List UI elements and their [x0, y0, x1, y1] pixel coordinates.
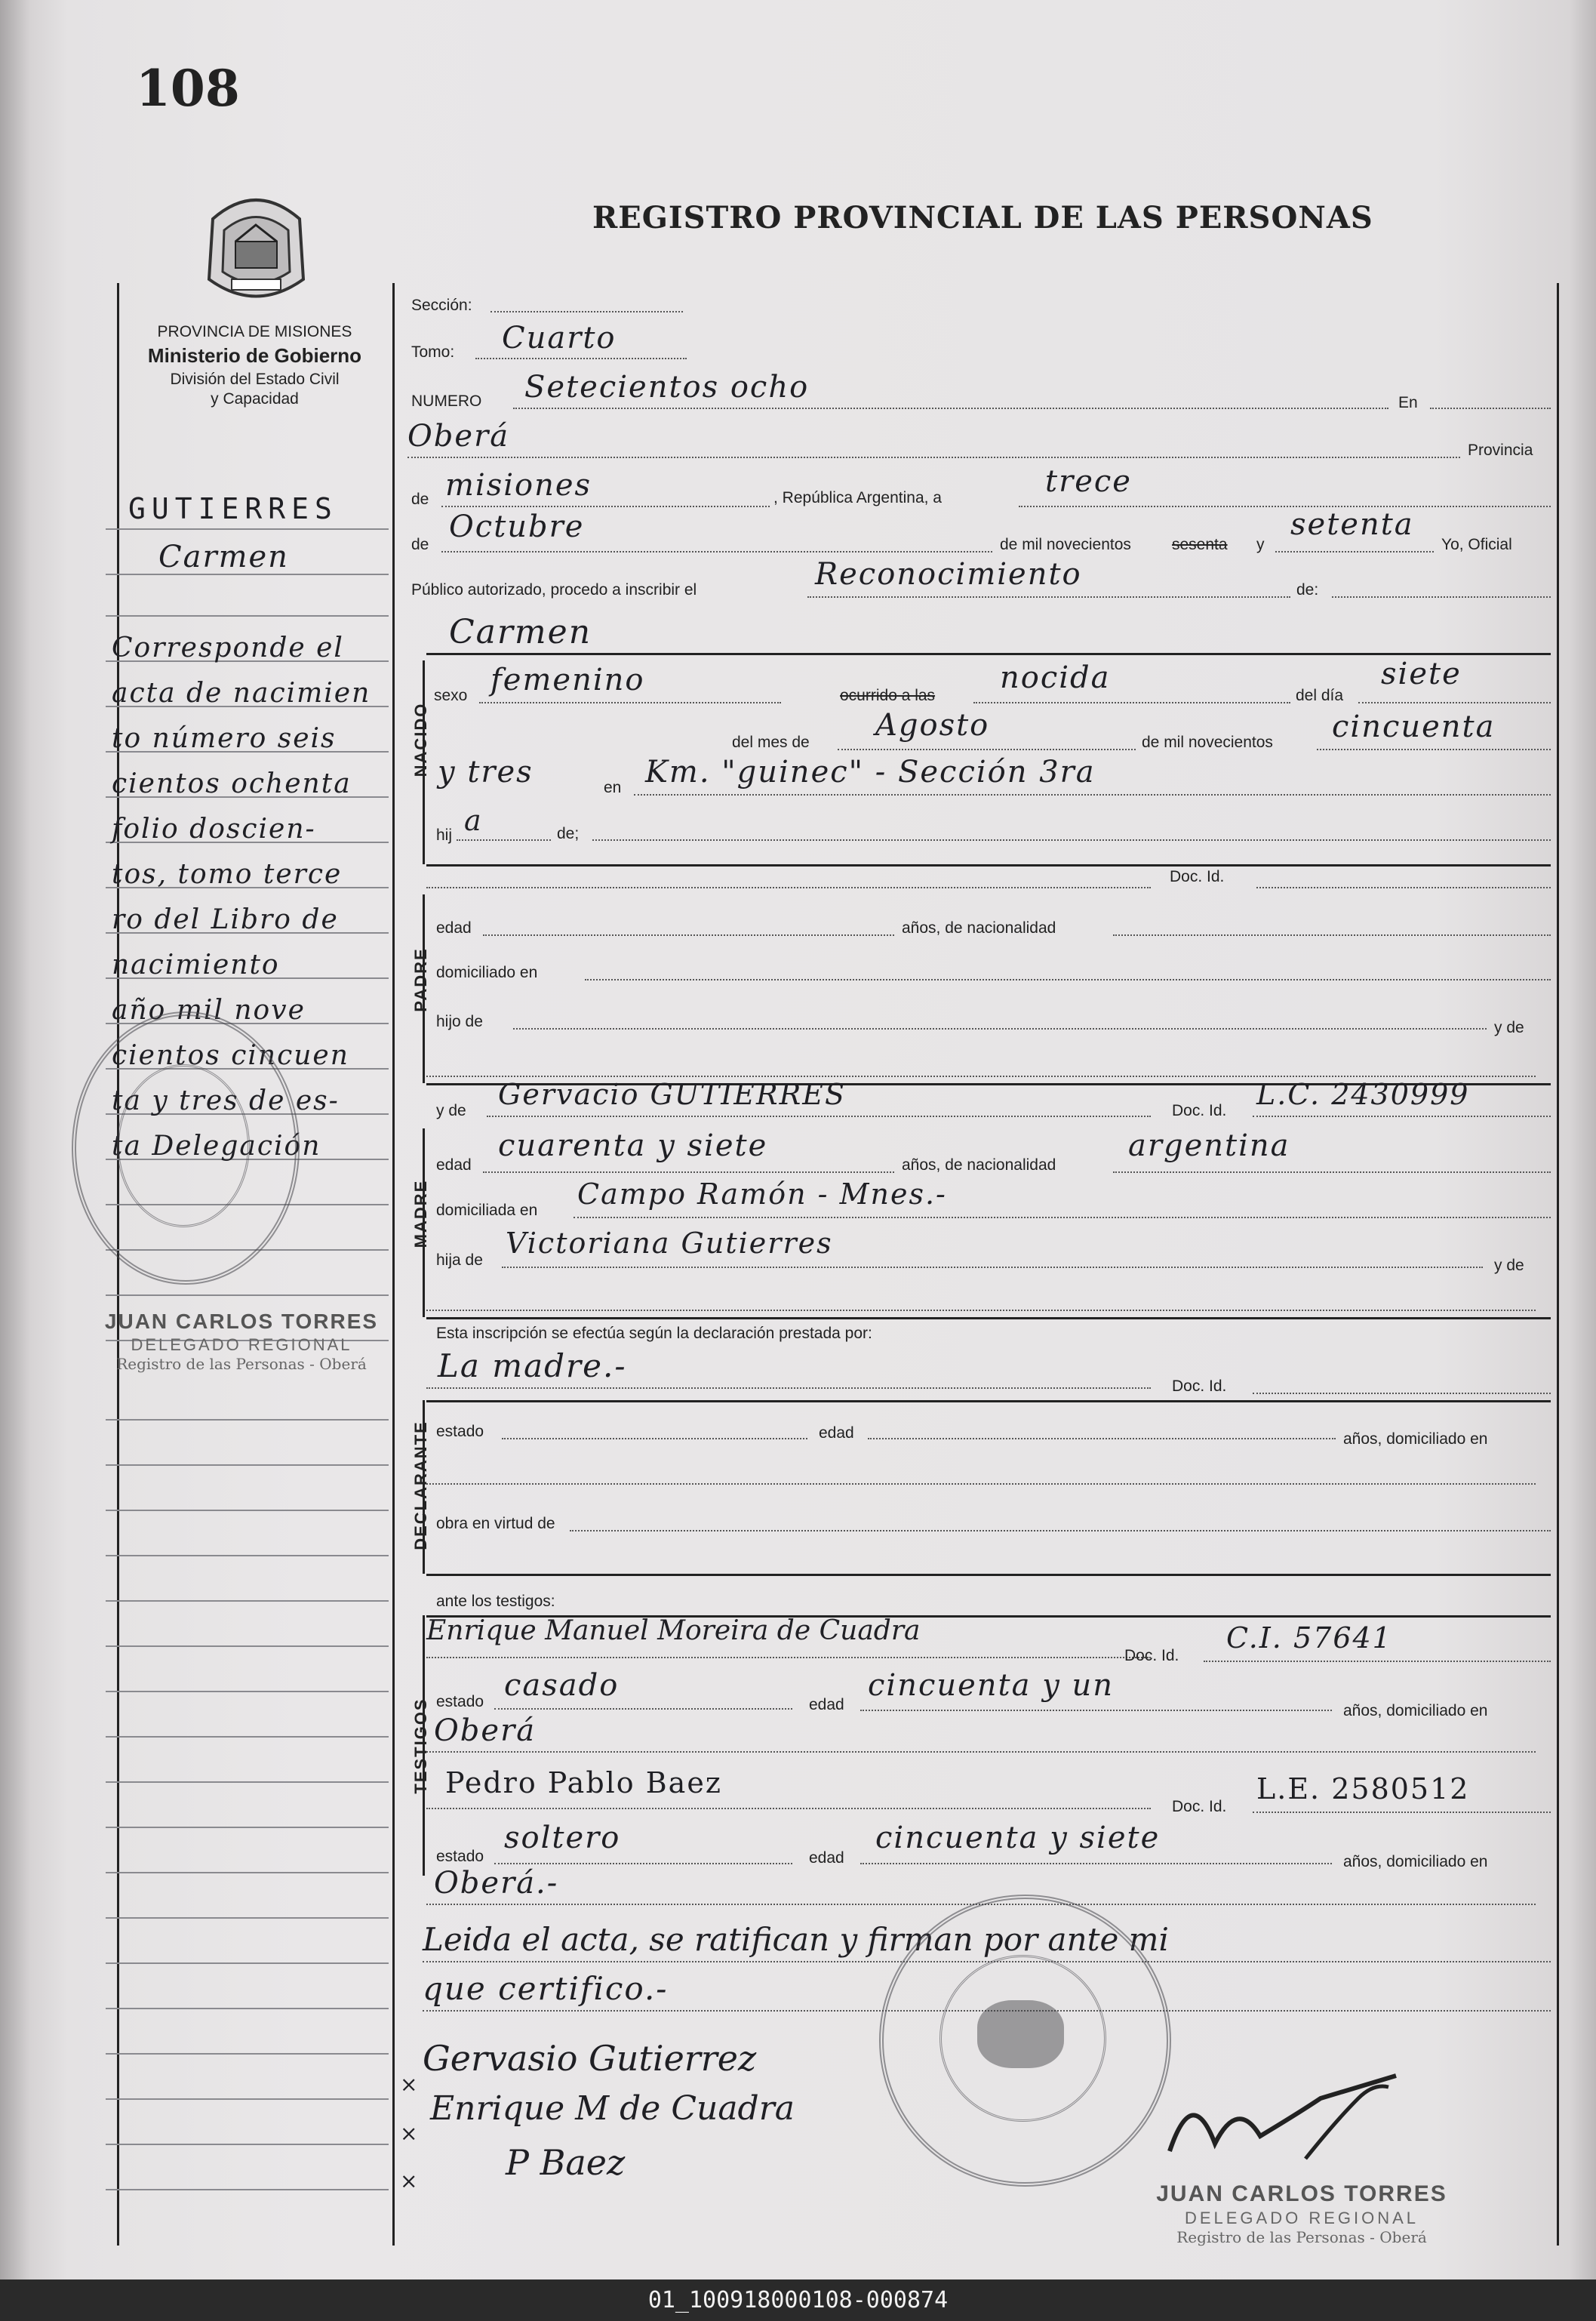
value-provincia: misiones — [445, 468, 592, 503]
label-doc-id-madre: Doc. Id. — [1172, 1102, 1227, 1119]
label-edad-madre: edad — [436, 1156, 472, 1174]
label-hija-de: hija de — [436, 1251, 483, 1269]
closing-line-2: que certifico.- — [423, 1970, 669, 2007]
seal-emblem-icon — [977, 2000, 1064, 2068]
label-del-mes: del mes de — [732, 734, 810, 751]
signature-mark-1: × — [400, 2072, 420, 2097]
label-doc-id-declarante: Doc. Id. — [1172, 1378, 1227, 1395]
label-provincia: Provincia — [1468, 442, 1533, 459]
value-anio: setenta — [1290, 507, 1414, 542]
bottom-signer-block — [1117, 2181, 1487, 2246]
value-madre-hija-de: Victoriana Gutierres — [506, 1227, 833, 1260]
label-edad-testigo2: edad — [809, 1849, 844, 1867]
value-nombre: Carmen — [449, 613, 592, 651]
label-yo-oficial: Yo, Oficial — [1441, 536, 1512, 553]
label-de-mes: de — [411, 536, 429, 553]
rule-nombre — [426, 653, 1551, 655]
closing-line-1: Leida el acta, se ratifican y firman por ante mi — [423, 1921, 1169, 1958]
value-dia-nac: siete — [1381, 657, 1462, 691]
label-hijo-de: hijo de — [436, 1013, 483, 1030]
label-en-lugar-nac: en — [604, 779, 622, 796]
label-domiciliada: domiciliada en — [436, 1202, 538, 1219]
value-testigo2-edad: cincuenta y siete — [875, 1821, 1161, 1855]
label-de-mil-nac: de mil novecientos — [1142, 734, 1273, 751]
signature-3: P Baez — [506, 2142, 626, 2183]
margin-seal-inner — [117, 1064, 250, 1227]
label-nac-madre: años, de nacionalidad — [902, 1156, 1056, 1174]
header-title: REGISTRO PROVINCIAL DE LAS PERSONAS — [592, 200, 1373, 235]
label-dom-testigo1: años, domiciliado en — [1343, 1702, 1488, 1719]
value-mes: Octubre — [449, 509, 585, 544]
agency-province: PROVINCIA DE MISIONES — [157, 323, 352, 340]
label-edad-padre: edad — [436, 919, 472, 937]
official-signature-icon — [1147, 2053, 1434, 2174]
value-testigo1-doc: C.I. 57641 — [1226, 1621, 1392, 1655]
value-madre-edad: cuarenta y siete — [498, 1128, 768, 1163]
value-testigo2-estado: soltero — [504, 1821, 621, 1855]
signature-2: Enrique M de Cuadra — [430, 2089, 795, 2128]
column-divider — [392, 283, 395, 2246]
value-hora: nocida — [1000, 660, 1111, 695]
label-edad-declarante: edad — [819, 1424, 854, 1442]
label-de-semi: de; — [557, 825, 580, 842]
label-estado-declarante: estado — [436, 1423, 484, 1440]
value-madre-dom: Campo Ramón - Mnes.- — [577, 1177, 947, 1211]
label-sesenta: sesenta — [1172, 536, 1228, 553]
label-nac-padre: años, de nacionalidad — [902, 919, 1056, 937]
value-madre-nombre: Gervacio GUTIERRES — [498, 1078, 846, 1111]
value-lugar-nac: Km. "guinec" - Sección 3ra — [645, 755, 1096, 790]
value-testigo1-edad: cincuenta y un — [868, 1668, 1115, 1703]
value-anio-nac: cincuenta — [1332, 710, 1496, 744]
label-obra-virtud: obra en virtud de — [436, 1515, 555, 1532]
label-doc-id-testigo2: Doc. Id. — [1172, 1798, 1227, 1815]
signature-mark-2: × — [400, 2121, 420, 2146]
label-hij: hij — [436, 827, 453, 844]
label-doc-id-testigo1: Doc. Id. — [1124, 1647, 1179, 1664]
label-estado-testigo2: estado — [436, 1848, 484, 1865]
value-dia: trece — [1045, 464, 1132, 499]
value-testigo1-dom: Oberá — [434, 1713, 537, 1748]
label-dom-testigo2: años, domiciliado en — [1343, 1853, 1488, 1870]
bottom-signer-office: Registro de las Personas - Oberá — [1176, 2228, 1427, 2246]
value-declarante: La madre.- — [438, 1347, 627, 1384]
signature-1: Gervasio Gutierrez — [423, 2038, 757, 2079]
value-madre-doc: L.C. 2430999 — [1256, 1078, 1470, 1111]
label-dom-declarante: años, domiciliado en — [1343, 1430, 1488, 1448]
label-de-provincia: de — [411, 491, 429, 508]
margin-signer-office: Registro de las Personas - Oberá — [116, 1355, 367, 1373]
value-testigo1-estado: casado — [504, 1668, 620, 1703]
value-testigo2-doc: L.E. 2580512 — [1256, 1772, 1470, 1805]
label-de-mil: de mil novecientos — [1000, 536, 1131, 553]
agency-division: División del Estado Civil — [170, 371, 340, 388]
label-y-de-padre: y de — [1494, 1019, 1524, 1036]
label-ocurrido: ocurrido a las — [840, 687, 936, 704]
agency-capacity: y Capacidad — [211, 390, 299, 408]
label-ante-testigos: ante los testigos: — [436, 1593, 555, 1610]
label-de-colon: de: — [1296, 581, 1319, 599]
image-id-footer: 01_100918000108-000874 — [0, 2279, 1596, 2321]
left-margin-border — [117, 283, 119, 2246]
label-numero: NUMERO — [411, 392, 482, 410]
coat-of-arms-icon — [198, 189, 315, 309]
section-label-madre: MADRE — [411, 1179, 430, 1248]
value-acto: Reconocimiento — [815, 557, 1082, 592]
label-sexo: sexo — [434, 687, 468, 704]
section-label-nacido: NACIDO — [411, 702, 430, 777]
label-doc-id-padre: Doc. Id. — [1170, 868, 1225, 885]
value-sexo: femenino — [490, 663, 645, 697]
label-tomo: Tomo: — [411, 343, 455, 361]
value-testigo2: Pedro Pablo Baez — [445, 1766, 722, 1799]
agency-ministry: Ministerio de Gobierno — [147, 344, 362, 367]
value-anio-nac-2: y tres — [438, 755, 534, 790]
label-publico: Público autorizado, procedo a inscribir el — [411, 581, 697, 599]
right-border — [1557, 283, 1559, 2246]
label-estado-testigo1: estado — [436, 1693, 484, 1710]
bottom-signer-title: DELEGADO REGIONAL — [1184, 2209, 1419, 2227]
value-en-lugar: Oberá — [407, 419, 510, 454]
bottom-signer-name: JUAN CARLOS TORRES — [1156, 2181, 1447, 2206]
label-y: y — [1256, 536, 1265, 553]
value-mes-nac: Agosto — [875, 708, 990, 743]
label-edad-testigo1: edad — [809, 1696, 844, 1713]
margin-signer-block — [72, 1310, 411, 1373]
section-label-testigos: TESTIGOS — [411, 1698, 430, 1794]
margin-surname: GUTIERRES — [128, 492, 338, 525]
label-y-de-hija: y de — [1494, 1257, 1524, 1274]
label-en: En — [1398, 394, 1418, 411]
value-testigo2-dom: Oberá.- — [434, 1866, 559, 1901]
margin-given-name: Carmen — [158, 540, 289, 574]
value-tomo: Cuarto — [502, 321, 617, 356]
margin-signer-name: JUAN CARLOS TORRES — [104, 1310, 379, 1333]
label-domiciliado-padre: domiciliado en — [436, 964, 538, 981]
value-madre-nac: argentina — [1128, 1128, 1290, 1163]
agency-block — [117, 323, 392, 408]
label-inscripcion: Esta inscripción se efectúa según la declaración prestada por: — [436, 1325, 872, 1342]
label-del-dia: del día — [1296, 687, 1344, 704]
value-numero: Setecientos ocho — [524, 370, 810, 405]
register-page: 108 REGISTRO PROVINCIAL DE LAS PERSONAS PROVINCIA DE MISIONES Ministerio de Gobierno División del Estado Civil y Capacidad GUTIERRES Carmen Corresponde el acta de nacimien to número seis cientos ochenta folio doscien- tos, tomo terce ro del Libro de nacimiento año mil nove cientos cincuen ta y tres de es- ta Delegación JUAN CARLOS TORRES DELEGADO REGIONAL Registro de las Personas - Oberá Sección: Tomo: Cuarto NUMERO Setecientos ocho En Oberá Provincia de misiones , República Argentina, a trece de Octubre de mil novecientos sesenta y setenta Yo, Oficial Público autorizado, procedo a inscribir el Reconocimiento de: Carmen NACIDO sexo femenino ocurrido a las nocida del día siete del mes de Agosto de mil novecientos cincuenta y tres en Km. "guinec" - Sección 3ra hij a de; Doc. Id. PADRE edad años, de nacionalidad domiciliado en hijo de y de y de Gervacio GUTIERRES Doc. Id. L.C. 2430999 MADRE edad cuarenta y siete años, de nacionalidad argentina domiciliada en Campo Ramón - Mnes.- hija de Victoriana Gutierres y de Esta inscripción se efectúa según la declaración prestada por: La madre.- Doc. Id. DECLARANTE estado edad años, domiciliado en obra en virtud de ante los testigos: TESTIGOS Enrique Manuel Moreira de Cuadra Doc. Id. C.I. 57641 estado casado edad cincuenta y un años, domiciliado en Oberá Pedro Pablo Baez Doc. Id. L.E. 2580512 estado soltero edad cincuenta y siete años, domiciliado en Oberá.- Leida el acta, se ratifican y firman por ante mi que certifico.- × Gervasio Gutierrez × Enrique M de Cuadra × P Baez JUAN CARLOS TORRES DELEGADO REGIONAL Registro de las Personas - Oberá — [0, 0, 1596, 2279]
section-label-padre: PADRE — [411, 947, 430, 1012]
label-seccion: Sección: — [411, 297, 472, 314]
value-testigo1: Enrique Manuel Moreira de Cuadra — [426, 1615, 921, 1646]
section-label-declarante: DECLARANTE — [411, 1421, 430, 1550]
label-republica: , República Argentina, a — [773, 489, 942, 506]
page-number: 108 — [136, 59, 240, 118]
label-y-de-madre: y de — [436, 1102, 466, 1119]
margin-signer-title: DELEGADO REGIONAL — [131, 1335, 352, 1354]
value-hij-suffix: a — [464, 804, 483, 837]
signature-mark-3: × — [400, 2169, 420, 2193]
